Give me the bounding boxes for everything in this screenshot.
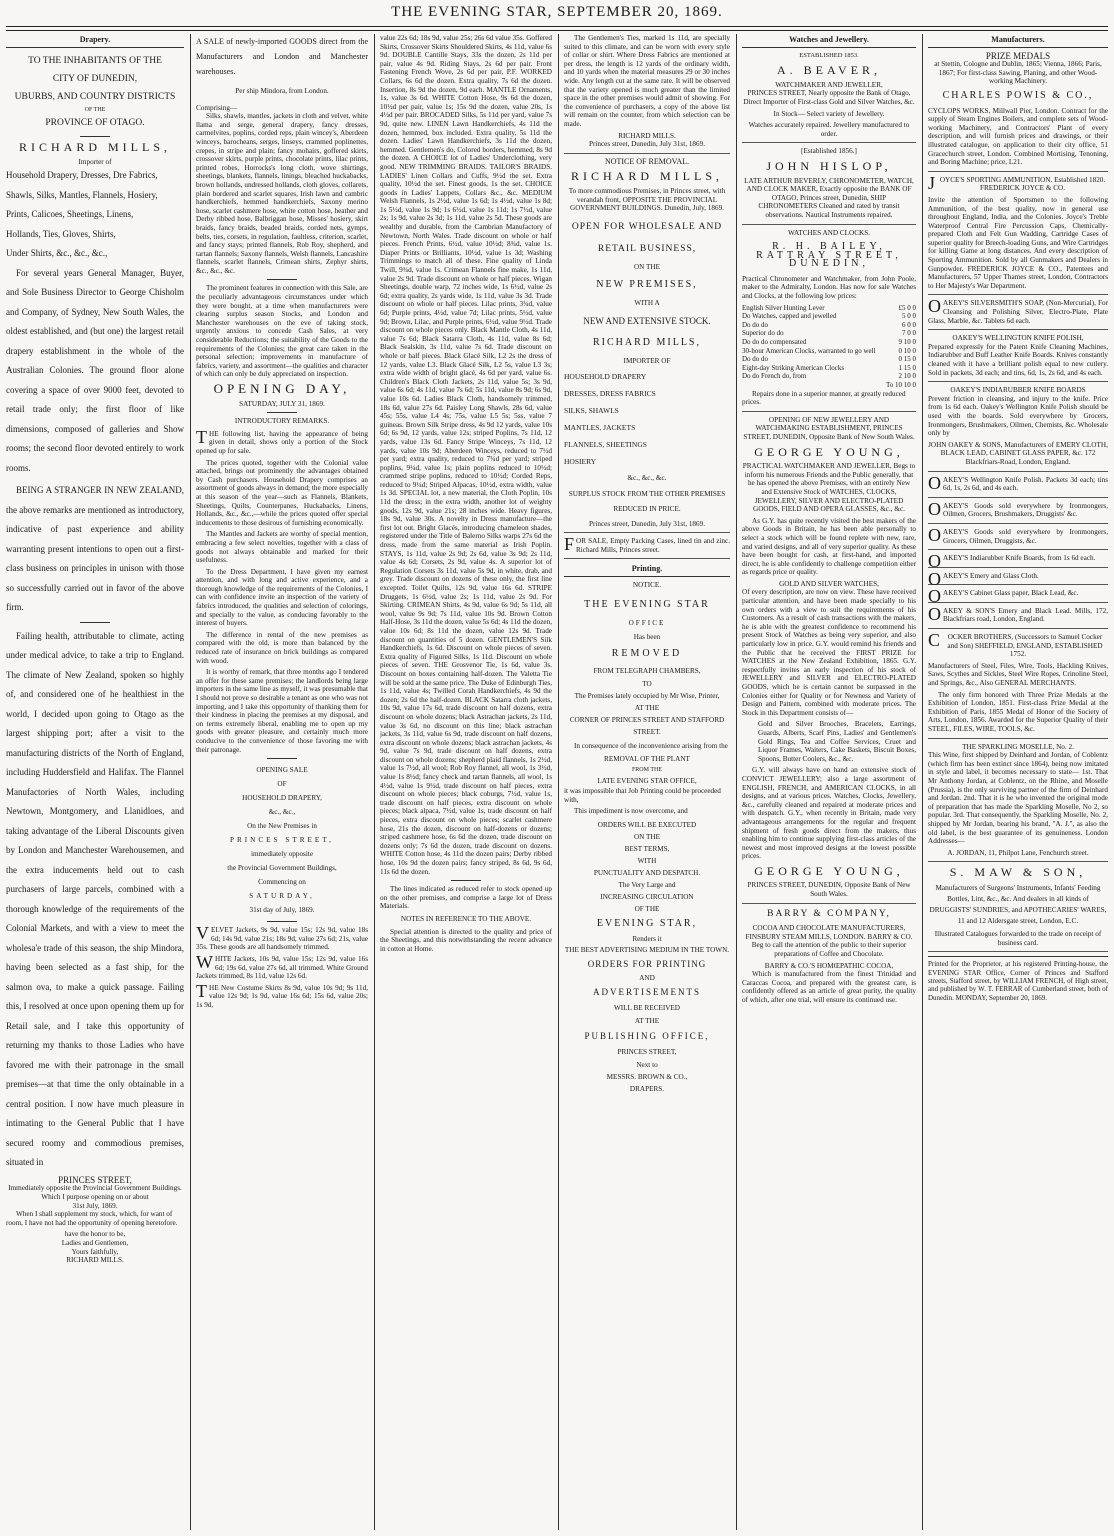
item-list: Gold and Silver Brooches, Bracelets, Earrings, Guards, Alberts, Scarf Pins, Ladies' and Gentlemen's Gold Rings, Tea and Coffee Services, Cruet and Liquor Frames, Waiters, Cake Baskets, Biscuit Boxes, Spoons, Butter Coolers, &c., &c. xyxy=(758,720,916,763)
section-heading: Drapery. xyxy=(6,34,184,48)
advertiser-name: RICHARD MILLS, xyxy=(570,169,723,184)
column-divider xyxy=(922,34,923,1530)
table-cell: 0 10 0 xyxy=(898,346,916,355)
table-cell: 6 0 0 xyxy=(902,320,916,329)
signature: RICHARD MILLS. xyxy=(618,131,676,140)
paragraph: PRACTICAL WATCHMAKER AND JEWELLER, Begs to inform his numerous Friends and the Public generally, that he has opened the above Premises, with an entirely New and Extensive Stock of WATCHES, CLOCKS, JEWELLERY, SILVER AND ELECTRO-PLATED GOODS, FIELD AND OPERA GLASSES, &c., &c. xyxy=(742,462,916,514)
address-line: CITY OF DUNEDIN, xyxy=(52,73,138,84)
paragraph: OAKEY'S Indiarubber Knife Boards, from 1s 6d each. xyxy=(928,554,1108,568)
paragraph: at Stettin, Cologne and Dublin, 1865; Vienna, 1866; Paris, 1867; For first-class Sawing, Planing, and other Wood-working Machinery. xyxy=(934,60,1102,86)
table-cell: 5 0 0 xyxy=(902,312,916,321)
price-list: value 22s 6d; 18s 9d, value 25s; 26s 6d value 35s. Goffered Skirts, Crossover Skirts Shouldered Skirts, 4s 11d, value 6s 9d. DOUBLE Cantille Stays, 33s the dozen, 2s 11d per pair, value 4s 9d. Riding Stays, 2s 6d per pair. Front Fastening French Wove, 2s 6d per pair, P.F. WORKED Collars, 6s 6d the dozen. Extra quality, 7s 6d the dozen. Insertion, 8s 9d the dozen, 9d each. MANTLE Ornaments, 1s, value 3s 6d. WHITE Cotton Hose, 9s 6d the dozen, 10½d per pair, value 1s; 15s 9d the dozen, value 20s, 1s 4½d per pair. BROCADED Silks, 5s 11d per yard, value 7s 9d, quite new. LINEN Lawn Handkerchiefs, 4s 11d the dozen, hemmed, box included. Extra quality, 5s 11d the dozen. Ladies' Lawn Handkerchiefs, 3s 11d the dozen, hemmed. Gentlemen's do, Colored borders, hemmed, 8s 9d the dozen. A CHOICE lot of Ladies' Underclothing, very good. NEW TRIMMING BRAIDS. TAILOR'S BRAIDS. LADIES' Linen Collars and Cuffs, 9½d the set. Extra quality, 10½d the set. Finest goods, 1s the set. CHOICE goods in Ladies' Lappets, Collars &c., &c. MEDIUM Welsh Flannels, 1s 2½d, value 1s 6d; 1s 4½d, value 1s 8d; 1s 5½d, value 1s 9d; 1s 6½d, value 1s 11d; 1s 7½d, value 2s; 1s 9d, value 2s 3d; 1s 11d, value 2s 5d. These goods are wealthy and durable, from the Cambrian Manufactory of Newtown, North Wales. Trade discount on whole or half pieces. French Prints, 6½d, value 10½d; 8¾d, value 1s. Diaper Prints or Brilliants, 10½d, value 1s 3d; Washing Trimmings to match all of these. Fine quality of Linda Twill, 9¾d, value 1s. Crimean Flannels fine make, 1s 11d, value 2s 9d. Trade discount on whole or half pieces. Wigan Sheetings, double warp, 72 inches wide, 1s 6½d, value 2s 6d; extra quality, 2s yards wide, 1s 11d, value 3s 3d. Trade discount on whole or half pieces. Lilac prints, 3¾d, value 6d; Purple prints, 4½d, value 7d; Lilac prints, 5½d, value 9d; Brown, Lilac, and Purple prints, 6½d, value 9½d. Trade discount on whole pieces only. Black Mantle Cloth, 4s 11d, value 7s 6d; Black Satarra Cloth, 4s 11d, value 8s 6d; Black Sealskin, 3s 11d, value 7s 6d. Trade discount on whole or half pieces. Black Glacé Silk, L2 2s the dress of 12 yards, value L3. Black Glacé Silk, L2 5s, value L3 3s; extra wide width of bright glacé, 4s 6d per yard, value 6s. Children's Black Cloth Jackets, 2s 11d, value 5s; 3s 9d, value 6s 6d; 4s 11d, value 7s 6d; 5s 11d, value 8s 9d; 6s 9d, value 10s 6d. Ladies Black Cloth, handsomely trimmed, 18s 6d, value 27s 6d. Paisley Long Shawls, 28s 6d, value 45s; 55s, value L4 4s; 75s, value L5 5s; 5ss, value 7 guineas. Brown Silk Stripe dress, 4s 9d 12 yards, value 10s 6d; 6s 9d, 12 yards, value 12s; striped Poplins, 7s 11d, 12 yards, value 13s 6d. Fancy Stripe Winceys, 7s 11d, 12 yards, value 10s 9d; Aberdeen Winceys, reduced to 7½d per yard; extra quality, reduced to 7¾d per yard; striped poplins, 9¼d, value 1s; plain poplins reduced to 10½d; crammed stripe poplins, reduced to 10½d; Corded Reps, reduced to 9¼d; Striped Alpacas, 10½d, extra width, value 1s 3d. SPECIAL lot, a new material, the Cloth Poplin, 10s 11d the dress; in the extra width, another lot of weighty goods, 12s 9d, value 21s; 28 inches wide. Heavy figures, 18s 9d, value 30s. A novelty in Dress manufacture—the first lot out. Bright Glacés, introducing chameleon shades, registered under the Title of Balerno Silks warps 27s 6d the dress, made from the same material as Irish Poplin. STAYS, 1s 11d, value 2s 9d; 2s 6d, value 3s 9d; 2s 11d, value 4s 6d; Corsets, 2s 9d, value 4s. A superior lot of Regulation Corsets 3s 11d, value 5s 9d, in white, drab, and grey. Trade discount on dozens of these only, the first line excepted. Toilet Quilts, 12s 9d, value 16s 6d. STRIPE Druggets, 1s 6½d, value 2s; 1s 11d, value 2s 9d. For Skirting. CRIMEAN Shirts, 4s 9d, value 6s 9d; 5s 11d, all wool, value 9s 9d; 7s 11d, value 10s 9d. Brown Cotton Half-Hose, 3s 11d the dozen, value 5s 6d; 4s 11d the dozen, value 10s 6d; 8s 11d the dozen, value 12s 9d. Trade discount on quantities of 5 dozen. GENTLEMEN'S Silk Handkerchiefs, 1s 6d. Discount on whole pieces of seven. Extra quality of Figured Silks, 1s 11d. Discount on whole pieces of seven. THE Grosvenor Tie, 1s 6d, value 3s. Discount on boxes containing half-dozen. The Valetta Tie will be sold at the same price. The Duke of Edinburgh Ties, 1s 11d, value 4s; Twilled Corah Handkerchiefs, 4s 9d the dozen; 2s 6d the half-dozen. BLACK Satarra cloth jackets, 10s 9d, value 17s 6d, trade discount on half dozens, extra discount on whole dozens; black Astrachan jackets, 2s 11d, value 3s 6d, no discount on this line; black astrachan jackets, 3s 11d, value 6s 9d, trade discount on half dozens, extra discount on whole dozens; black astrachan jackets, 4s 9d, value 7s 9d, trade discount on half dozens, extra discount on whole dozens; shepherd plaid flannels, 1s 2½d, value 1s 7½d, all wool; Rob Roy flannel, all wool, 1s 3½d, value 1s 8½d; fancy check and tartan flannels, all wool, 1s 4½d, value 1s 9½d, trade discount on half pieces, extra discount on whole pieces; black coburgs, 7½d, value 1s, trade discount on half pieces, extra discount on whole pieces; black alpaca, 7½d, value 1s, trade discount on half pieces, extra discount on whole pieces; scarlet cashmere hose, 21s the dozen, discount on half-dozens or dozens; striped cashmere hose, 6s 6d the dozen, trade discount on dozens only; 7s 6d the dozen, trade discount on dozens. WHITE Cotton hose, 4s 11d the dozen pairs; Derby ribbed hose, 10s 9d the dozen pairs; fancy striped, 8s 6d, 9s 6d, 11s 6d the dozen. xyxy=(380,34,552,876)
paragraph: Of every description, are now on view. These have received particular attention, and have been made specially to his own orders with a view to suit the requirements of his Customers. As a result of cash transactions with the makers, he is able with the greatest confidence to recommend his present Stock of Watches as being very superior, and also particularly low in price. G.Y. would remind his friends and the Public that he received the FIRST PRIZE for WATCHES at the New Zealand Exhibition, 1865. G.Y. respectfully invites an early inspection of his stock of JEWELLERY and SILVER and ELECTRO-PLATED GOODS, which he is certain cannot be surpassed in the Colonies either for Quality or for Newness and Variety of Design and Pattern, combined with moderate prices. The Stock in this Department consists of— xyxy=(742,588,916,717)
paragraph: Illustrated Catalogues forwarded to the trade on receipt of business card. xyxy=(928,930,1108,952)
table-row xyxy=(742,329,916,338)
sale-line: OPENING SALE xyxy=(256,766,308,775)
table-cell: 1 15 0 xyxy=(898,363,916,372)
orders-line: PUNCTUALITY AND DESPATCH. xyxy=(593,869,701,878)
removal-line: LATE EVENING STAR OFFICE, xyxy=(597,777,697,786)
open-line: NEW PREMISES, xyxy=(596,278,698,290)
orders-for-line: MESSRS. BROWN & CO., xyxy=(606,1073,688,1082)
divider xyxy=(267,412,297,413)
orders-for-line: DRAPERS. xyxy=(629,1085,665,1094)
column-divider xyxy=(190,34,191,1530)
paragraph: OPENING OF NEW JEWELLERY AND WATCHMAKING ESTABLISHMENT, PRINCES STREET, DUNEDIN, Opposite Bank of New South Wales. xyxy=(743,415,915,441)
orders-for-line: WILL BE RECEIVED xyxy=(613,1004,680,1013)
heading: THE SPARKLING MOSELLE, No. 2. xyxy=(962,742,1074,751)
dateline: Princes street, Dunedin, July 31st, 1869. xyxy=(564,520,730,534)
goods-line: Household Drapery, Dresses, Dre Fabrics, xyxy=(6,170,158,181)
importer-line: MANTLES, JACKETS xyxy=(564,422,636,432)
goods-list: Silks, shawls, mantles, jackets in cloth and velvet, white llama and serge, general drapery, fancy dresses, carmelvites, poplins, corded reps, plain wincey's, Aberdeen winceys, barocheans, serges, linseys, crammed poplinettes, crepes, in stripe and plain; fancy mohairs, goffered skirts, crossover skirts, purple prints, chocolate prints, lilac prints, printed robes, Horrocks's long cloth, wove shirtings, sheetings, blankets, flannels, linings, bleached huckabacks, brown hollands, undressed hollands, cloth gloves, collarets, plain bordered and scarlet squares, Irish lawn and cambric handkerchiefs, hemmed handkerchiefs, Saxony merino hose, scarlet cashmere hose, white cotton hose, heather and Derby ribbed hose, Balbriggan hose, Misses' hosiery, skirt braids, fancy braids, beaded braids, corded nets, gymps, belts, ties, corsets, in regulation, faultless, criterion, scarlet, and fancy stays; printed flannels, Rob Roy, shepherd, and tartan flannels; Saxony flannels, Welsh flannels, Lancashire flannels, scarlet flannels, Crimean shirts, Zephyr shirts, &c., &c., &c. xyxy=(196,112,368,275)
goods-line: Hollands, Ties, Gloves, Shirts, xyxy=(6,228,116,239)
paragraph: The only firm honored with Three Prize Medals at the Exhibition of London, 1851. First-class Prize Medal at the Exhibition of Paris, 1855 Medal of Honor of the Society of Arts, London, 1856. Awarded for the Superior Quality of their STEEL, FILES, WIRE, TOOLS, &c. xyxy=(928,691,1108,739)
heading: GOLD AND SILVER WATCHES, xyxy=(779,579,879,588)
advertiser-name: S. MAW & SON, xyxy=(949,865,1087,880)
paragraph: The Mantles and Jackets are worthy of special mention, embracing a few select novelties, together with a class of goods not always obtainable and marked for their usefulness. xyxy=(196,530,368,565)
sale-line: On the New Premises in xyxy=(247,822,317,831)
established: [Established 1856.] xyxy=(801,147,857,156)
paragraph: A. JORDAN, 11, Philpot Lane, Fenchurch street. xyxy=(928,849,1108,863)
heading: BARRY & CO.'S HOMŒPATHIC COCOA, xyxy=(764,961,894,970)
paragraph: G.Y. will always have on hand an extensive stock of CONVICT JEWELLERY; also a large assortment of ENGLISH, FRENCH, and AMERICAN CLOCKS, in all designs, and at various prices. Watches, Clocks, Jewellery, &c., carefully cleaned and repaired at moderate prices and with despatch. G.Y., when recently in Britain, made very advantageous arrangements for the regular and frequent shipment of fresh goods direct from the makers, thus enabling him to continue supplying first-class articles of the newest and most improved designs at the lowest possible prices. xyxy=(742,766,916,861)
orders-for-line: PUBLISHING OFFICE, xyxy=(584,1031,710,1042)
sale-line: immediately opposite xyxy=(250,850,314,859)
column-divider xyxy=(558,34,559,1530)
opening-day-headline: OPENING DAY, xyxy=(213,381,351,396)
table-cell: Superior do do xyxy=(742,329,784,338)
heading: WATCHES AND CLOCKS. xyxy=(787,228,871,237)
table-row xyxy=(742,312,916,321)
table-row xyxy=(742,364,916,373)
masthead: THE EVENING STAR, SEPTEMBER 20, 1869. xyxy=(391,4,723,20)
star-line: AT THE xyxy=(634,703,660,712)
open-line: ON THE xyxy=(633,262,661,271)
open-line: NEW AND EXTENSIVE STOCK. xyxy=(583,315,711,326)
paragraph: BEING A STRANGER IN NEW ZEALAND, the above remarks are mentioned as introductory, indicative of past experience and ability warranting present intentions to open out a first-class business on principles in unison with those so successfully carried out in favor of the above firm. xyxy=(6,485,184,613)
paragraph: Which is manufactured from the finest Trinidad and Caraccas Cocoa, and prepared with the greatest care, is confidently offered as an article of great purity, the quality of which, after one trial, will ensure its continued use. xyxy=(742,970,916,1004)
notes-heading: NOTES IN REFERENCE TO THE ABOVE. xyxy=(400,914,532,923)
paragraph: OAKEY & SON'S Emery and Black Lead. Mills, 172, Blackfriars road, London, England. xyxy=(928,607,1108,629)
section-heading: Manufacturers. xyxy=(928,34,1108,48)
paragraph: OAKEY'S Goods sold everywhere by Ironmongers, Grocers, Oilmen, Druggists, &c. xyxy=(928,528,1108,550)
star-line: REMOVED xyxy=(611,647,683,659)
paragraph: Invite the attention of Sportsmen to the following Ammunition, of the best quality, now in general use throughout England, India, and the Colonies. Joyce's Treble Waterproof Central Fire Percussion Caps, Chemically-prepared Cloth and Felt Gun Wadding, Cartridge Cases of superior quality for Breech-loading Guns, and Wire Cartridges for killing Game at long distances. And every description of Sporting Ammunition. Sold by all Gunmakers and Dealers in Gunpowder. FREDERICK JOYCE & CO., Patentees and Manufacturers, 57 Upper Thames street, London, Contractors to Her Majesty's War Department. xyxy=(928,196,1108,296)
table-cell: 30-hour American Clocks, warranted to go well xyxy=(742,346,876,355)
top-rule-2 xyxy=(6,30,1108,31)
open-line: WITH A xyxy=(634,298,660,307)
paragraph: LATE ARTHUR BEVERLY, CHRONOMETER, WATCH, AND CLOCK MAKER, Exactly opposite the BANK OF OTAGO, Princes street, Dunedin, SHIP CHRONOMETERS Cleaned and rated by transit observations. Nautical Instruments repaired. xyxy=(742,177,916,225)
table-cell: 7 0 0 xyxy=(902,329,916,338)
column-price-list xyxy=(380,34,552,1530)
star-line: Has been xyxy=(633,632,661,641)
for-sale-notice: FOR SALE, Empty Packing Cases, lined tin and zinc. Richard Mills, Princes street. xyxy=(564,537,730,559)
advertiser-name: A. BEAVER, xyxy=(776,63,882,78)
paragraph: CYCLOPS WORKS, Millwall Pier, London. Contract for the supply of Steam Engines Boilers, and complete sets of Wood-working Machinery, and Contractors' Plant of every description, and will furnish prices and drawings, or their illustrated catalogue, on application to their city office, 51 Gracechurch street, London. Combined Mortising, Tenoning, and Boring Machine; price, L21. xyxy=(928,107,1108,172)
sale-line: OF xyxy=(277,780,287,789)
importer-line: HOUSEHOLD DRAPERY xyxy=(564,371,647,381)
column-manufacturers xyxy=(928,34,1108,1530)
table-row xyxy=(742,347,916,356)
importer-line: SILKS, SHAWLS xyxy=(564,405,619,415)
address-line: UBURBS, AND COUNTRY DISTRICTS xyxy=(14,91,176,102)
paragraph: Manufacturers of Surgeons' Instruments, Infants' Feeding Bottles, Lint, &c., &c. And dealers in all kinds of DRUGGISTS' SUNDRIES, and APOTHECARIES' WARES, 11 and 12 Aldersgate street, London, E.C. xyxy=(929,883,1107,925)
heading: OAKEY'S INDIARUBBER KNIFE BOARDS xyxy=(950,386,1086,395)
divider xyxy=(80,622,110,623)
paragraph: The prices quoted, together with the Colonial value attached, brings out prominently the advantages obtained by Cash purchasers. Household Drapery comprises an assortment of goods always in demand; the more especially at this season of the year—such as Flannels, Blankets, Sheetings, Quilts, Counterpanes, Huckabacks, Linens, Hollands, &c., &c.,—while the prices quoted offer special inducements to those desirous of furnishing economically. xyxy=(196,458,368,527)
table-row xyxy=(742,372,916,381)
importer-line: RICHARD MILLS, xyxy=(592,336,701,348)
orders-line: WITH xyxy=(637,857,657,866)
opening-date: SATURDAY, JULY 31, 1869. xyxy=(239,399,325,408)
street-name: PRINCES STREET, xyxy=(58,1174,132,1185)
star-line: FROM TELEGRAPH CHAMBERS, xyxy=(593,666,701,675)
column-divider xyxy=(374,34,375,1530)
paragraph: OAKEY'S SILVERSMITH'S SOAP, (Non-Mercurial), For Cleansing and Polishing Silver, Electro-Plate, Plate Glass, Marble, &c. Tablets 6d each. xyxy=(928,299,1108,330)
column-notices xyxy=(564,34,730,1530)
goods-line: Shawls, Silks, Mantles, Flannels, Hosiery, xyxy=(6,189,158,200)
importer-line: IMPORTER OF xyxy=(623,356,671,365)
price-item: WHITE Jackets, 10s 9d, value 15s; 12s 9d, value 16s 6d; 19s 6d, value 27s 6d, all trimmed. White Ground Jackets trimmed, 8s 11d, value 12s 6d. xyxy=(196,951,368,981)
importer-line: HOSIERY xyxy=(564,456,597,466)
star-line: CORNER OF PRINCES STREET AND STAFFORD STREET. xyxy=(569,715,725,736)
advertiser-name: BARRY & COMPANY, xyxy=(767,908,891,919)
paragraph: OAKEY'S Wellington Knife Polish. Packets 3d each; tins 6d, 1s, 2s 6d, and 4s each. xyxy=(928,476,1108,498)
orders-for-line: ORDERS FOR PRINTING xyxy=(587,959,707,970)
orders-line: ON THE xyxy=(633,833,661,842)
paragraph: The difference in rental of the new premises as compared with the old, is more than balanced by the reduced rate of insurance on brick buildings as compared with wood. xyxy=(196,630,368,665)
circulation-line: THE BEST ADVERTISING MEDIUM IN THE TOWN. xyxy=(564,946,730,955)
notice-heading: NOTICE OF REMOVAL. xyxy=(604,156,690,166)
star-line: THE EVENING STAR xyxy=(584,598,710,610)
opening-date: 31st July, 1869. xyxy=(72,1201,118,1210)
paragraph: Practical Chronometer and Watchmaker, from John Poole, maker to the Admiralty, London. Has now for sale Watches and Clocks, at the following low prices: xyxy=(742,274,916,301)
paragraph: it was impossible that Job Printing could be proceeded with, xyxy=(564,787,721,804)
table-cell: 9 10 0 xyxy=(898,338,916,347)
advertiser-name: COCKER BROTHERS, (Successors to Samuel Cocker and Son) SHEFFIELD, ENGLAND, ESTABLISHED 1752. xyxy=(928,630,1103,659)
orders-line: BEST TERMS, xyxy=(624,845,670,854)
closing: have the honor to be, xyxy=(64,1230,126,1239)
closing: Yours faithfully, xyxy=(71,1247,119,1256)
paragraph: Special attention is directed to the quality and price of the Sheetings, and this notwithstanding the recent advance in cotton at Home. xyxy=(380,927,552,953)
star-line: TO xyxy=(642,679,652,688)
sale-line: SATURDAY, xyxy=(249,892,315,901)
opening-note: Which I purpose opening on or about xyxy=(41,1193,149,1202)
paragraph: Prevent friction in cleansing, and injury to the knife. Price from 1s 6d each. Oakey's Wellington Knife Polish should be used with the boards. Sold everywhere by Grocers, Ironmongers, Brushmakers, Oilmen, Chemists, &c. Wholesale only by xyxy=(928,394,1108,438)
paragraph: It is worthy of remark, that three months ago I tendered an offer for these same premises; the landlords being large importers in the same line as myself, it was presumable that I should not prove so desirable a tenant as one who was not importing, and I take this opportunity of thanking them for their kindness in placing the premises at my disposal, and on terms extremely liberal, enabling me to open up my goods with greater pleasure, and certainly much more conducive to the convenience of those favoring me with their patronage. xyxy=(196,668,368,754)
opposite-note: Immediately opposite the Provincial Government Buildings. xyxy=(8,1184,182,1193)
closing: Ladies and Gentlemen, xyxy=(61,1239,129,1248)
paragraph: The lines indicated as reduced refer to stock opened up on the other premises, and comprise a large lot of Dress Materials. xyxy=(380,885,552,911)
star-line: OFFICE xyxy=(628,618,666,627)
star-line: The Premises lately occupied by Mr Wise, Printer, xyxy=(574,691,720,700)
paragraph: OAKEY'S Goods sold everywhere by Ironmongers, Oilmen, Grocers, Brushmakers, Druggists' &c. xyxy=(928,502,1108,524)
intro-heading: INTRODUCTORY REMARKS. xyxy=(234,417,330,426)
advertiser-name: CHARLES POWIS & CO., xyxy=(942,89,1094,101)
table-cell: To 10 10 0 xyxy=(885,381,916,389)
table-cell: English Silver Hunting Lever xyxy=(742,303,825,312)
paragraph: When I shall supplement my stock, which, for want of room, I have not had the opportunity of opening heretofore. xyxy=(6,1210,178,1227)
orders-for-line: Next to xyxy=(636,1061,658,1070)
comprising-label: Comprising— xyxy=(196,103,238,112)
column-divider xyxy=(736,34,737,1530)
table-row xyxy=(742,304,916,313)
paragraph: COCOA AND CHOCOLATE MANUFACTURERS, FINSBURY STEAM MILLS, LONDON. BARRY & CO. Beg to call the attention of the public to their superior preparations of Coffee and Chocolate. xyxy=(745,924,913,959)
trade: WATCHMAKER AND JEWELLER, xyxy=(775,80,883,89)
paragraph: To more commodious Premises, in Princes street, with verandah front, OPPOSITE THE PROVINCIAL GOVERNMENT BUILDINGS. Dunedin, July, 1869. xyxy=(568,186,726,213)
sale-line: HOUSEHOLD DRAPERY, xyxy=(242,794,322,803)
price-item: THE New Costume Skirts 8s 9d, value 10s 9d; 9s 11d, value 12s 9d; 1s 9d, value 16s 6d; 15s 6d, value 20s; 1s 9d, xyxy=(196,980,368,1009)
paragraph: The prominent features in connection with this Sale, are the peculiarly advantageous circumstances under which they were bought, at a time when manufacturers were clearing surplus season Stocks, and London and Manchester warehouses on the eve of taking stock, urgently anxious to concede Cash Sales, at very considerable Reductions; the suitability of the Goods to the requirements of the Colonies; the great care taken in the personal selection; improvements in manufacture of fabrics, variety, and assortment—the qualities and character of which can only be duly appreciated on inspection. xyxy=(196,284,368,379)
paragraph: PRINCES STREET, Nearly opposite the Bank of Otago, Direct Importer of First-class Gold and Silver Watches, &c. xyxy=(743,89,915,106)
divider xyxy=(267,921,297,922)
ship-note: Per ship Mindora, from London. xyxy=(235,87,329,95)
table-cell: Do do do xyxy=(742,355,769,364)
importer-line: DRESSES, DRESS FABRICS xyxy=(564,388,656,398)
goods-line: Under Shirts, &c., &c., &c., xyxy=(6,248,108,259)
orders-for-line: AT THE xyxy=(634,1017,660,1026)
paragraph: PRINCES STREET, DUNEDIN, Opposite Bank of New South Wales. xyxy=(742,881,916,903)
paragraph: JOHN OAKEY & SONS, Manufacturers of EMERY CLOTH, BLACK LEAD, CABINET GLASS PAPER, &c. 172 Blackfriars-Road, London, England. xyxy=(928,441,1108,472)
removal-line: FROM THE xyxy=(631,767,663,774)
orders-for-line: AND xyxy=(639,974,655,983)
paragraph: To the Dress Department, I have given my earnest attention, and with long and active experience, and a thorough knowledge of the requirements of the Colonies, I can with confidence invite an inspection of the variety of fabrics introduced, the qualities and selection of colorings, and specially to the value, as conducing favorably to the interest of buyers. xyxy=(196,567,368,628)
heading: OAKEY'S WELLINGTON KNIFE POLISH, xyxy=(952,334,1084,343)
section-heading: Printing. xyxy=(564,563,730,577)
goods-line: Prints, Calicoes, Sheetings, Linens, xyxy=(6,209,134,220)
importer-line: FLANNELS, SHEETINGS xyxy=(564,439,647,449)
paragraph: Manufacturers of Steel, Files, Wire, Tools, Hackling Knives, Saws, Scythes and Sickles, Steel Wire Ropes, Crinoline Steel, and Springs, &c., Also GENERAL MERCHANTS. xyxy=(928,661,1108,688)
table-cell: 2 10 0 xyxy=(898,372,916,381)
table-row xyxy=(742,338,916,347)
advertiser-name: JOHN HISLOP, xyxy=(766,158,892,173)
paragraph: THE following list, having the appearance of being given in detail, shows only a portion of the Stock opened up for sale. xyxy=(196,426,368,455)
open-line: RETAIL BUSINESS, xyxy=(597,243,697,254)
price-item: VELVET Jackets, 9s 9d, value 15s; 12s 9d, value 18s 6d; 14s 9d, value 21s; 18s 9d, value 27s 6d; 21s, value 35s. These goods are all handsomely trimmed. xyxy=(196,923,368,952)
column-sale xyxy=(196,34,368,1530)
table-row xyxy=(742,321,916,330)
circulation-line: OF THE xyxy=(634,905,660,914)
circulation-line: Renders it xyxy=(632,935,662,944)
orders-for-line: PRINCES STREET, xyxy=(617,1048,677,1057)
divider xyxy=(80,136,110,137)
table-cell: Eight-day Striking American Clocks xyxy=(742,363,845,372)
paragraph: OAKEY'S Emery and Glass Cloth. xyxy=(928,572,1108,586)
importer-line: &c., &c., &c. xyxy=(627,473,667,482)
column-drapery xyxy=(6,34,184,1530)
orders-for-line: ADVERTISEMENTS xyxy=(593,987,701,998)
advertiser-name: GEORGE YOUNG, xyxy=(754,863,904,878)
table-cell: £5 0 0 xyxy=(898,303,916,312)
table-cell: Do do do xyxy=(742,320,769,329)
table-cell: Do Watches, capped and jewelled xyxy=(742,312,837,321)
address-line: TO THE INHABITANTS OF THE xyxy=(28,55,162,66)
surplus-note: SURPLUS STOCK FROM THE OTHER PREMISES REDUCED IN PRICE. xyxy=(568,489,726,513)
sale-line: 31st day of July, 1869. xyxy=(249,906,315,915)
section-heading: Watches and Jewellery. xyxy=(742,34,916,48)
notice-heading: NOTICE. xyxy=(632,581,662,590)
paragraph: Watches accurately repaired. Jewellery manufactured to order. xyxy=(742,121,916,143)
advertiser-name: R. H. BAILEY, RATTRAY STREET, DUNEDIN, xyxy=(756,241,902,270)
sale-line: the Provincial Government Buildings, xyxy=(227,864,337,873)
address-line: OF THE xyxy=(84,106,106,113)
imprint-footer: Printed for the Proprietor, at his registered Printing-house, the EVENING STAR Office, Corner of Princes and Stafford streets, Stafford street, by WILLIAM FRENCH, of High street, and published by W. T. FERRAR of Cumberland street, both of Dunedin. MONDAY, September 20, 1869. xyxy=(928,956,1108,1002)
paragraph: For several years General Manager, Buyer, and Sole Business Director to George Chisholm and Company, of Sydney, New South Wales, the oldest established, and (but one) the largest retail drapery establishment in the whole of the Australian Colonies. The ground floor alone covering a space of over 9000 feet, devoted to retail trade only; the first floor of like dimensions, composed of galleries and Show rooms; the second floor devoted entirely to work rooms. xyxy=(6,267,184,473)
table-cell: 0 15 0 xyxy=(898,355,916,364)
sale-line: &c., &c., xyxy=(268,808,296,817)
paragraph: Failing health, attributable to climate, acting under medical advice, to take a trip to England. The climate of New Zealand, spoken so highly of, and considered one of he healthiest in the world, I decided upon going to Otago as the largest shipping port; after a visit to the manufacturing districts of the North of England, including Huddersfield and Halifax. The Flannel Manufactories of North Wales, including Newtown, Montgomery, and Llanidloes, and taking advantage of the Liberal Discounts given by London and Manchester Warehousemen, and the extra inducements held out to cash purchasers of large parcels, combined with a thorough knowledge of the requirements of the Colonial Markets, and with a view to meet the wholesa'e trade of this season, the ship Mindora, having been selected as a fast ship, for the salmon ova, to make a quick passage. Failing this, I resolved at once upon opening them up for Retail sale, and I take this opportunity of returning my thanks to those Ladies who have favored me with their patronage in the small premises—at that time the only obtainable in a central position. I now have much pleasure in intimating to the General Public that I have secured roomy and commodious premises, situated in xyxy=(6,630,184,1168)
divider xyxy=(451,880,481,881)
price-table xyxy=(742,304,916,390)
open-line: OPEN FOR WHOLESALE AND xyxy=(571,221,723,232)
subtitle: Importer of xyxy=(78,157,112,166)
circulation-line: The Very Large and xyxy=(618,881,676,890)
paragraph: In Stock— Select variety of Jewellery. xyxy=(773,109,885,118)
signature: RICHARD MILLS. xyxy=(66,1256,124,1265)
sale-line: Commencing on xyxy=(258,878,306,887)
top-rule xyxy=(6,26,1108,27)
removal-line: REMOVAL OF THE PLANT xyxy=(604,755,690,764)
signature-date: Princes street, Dunedin, July 31st, 1869. xyxy=(564,140,730,154)
paragraph: As G.Y. has quite recently visited the best makers of the above Goods in Britain, he has been able personally to select a stock which will be found replete with new, rare, and varied designs, and all of very superior quality. As these have been bought for cash, at first-hand, and imported direct, he is able confidently to challenge competition either as regards price or quality. xyxy=(742,516,916,577)
table-cell: Do do French do, from xyxy=(742,372,807,381)
sale-intro: A SALE of newly-imported GOODS direct from the Manufacturers and London and Manchester warehouses. xyxy=(196,37,368,76)
paragraph: Prepared expressly for the Patent Knife Cleaning Machines, Indiarubber and Buff Leather Knife Boards. Knives constantly cleaned with it have a brilliant polish equal to new cutlery. Sold in packets, 3d each; and tins, 6d, 1s, 2s 6d, and 4s each. xyxy=(928,343,1108,382)
table-row xyxy=(742,355,916,364)
established: ESTABLISHED 1853. xyxy=(799,51,859,59)
address-line: PROVINCE OF OTAGO. xyxy=(45,118,145,129)
paragraph: Repairs done in a superior manner, at greatly reduced prices. xyxy=(742,390,916,412)
advertiser-name: RICHARD MILLS, xyxy=(18,140,171,155)
advertiser-name: JOYCE'S SPORTING AMMUNITION. Established 1820. FREDERICK JOYCE & CO. xyxy=(928,172,1106,193)
column-watches xyxy=(742,34,916,1530)
paragraph: In consequence of the inconvenience arising from the xyxy=(574,741,728,750)
divider xyxy=(267,758,297,759)
paragraph: This impediment is now overcome, and xyxy=(574,807,688,816)
paragraph: OAKEY'S Cabinet Glass paper, Black Lead, &c. xyxy=(928,589,1108,603)
table-row xyxy=(742,381,916,390)
paragraph: This Wine, first shipped by Deinhard and Jordan, of Coblentz (which firm has been extinct since 1864), being now imitated in style and label, it becomes necessary to state— 1st. That Mr Anthony Jordan, at Coblentz, on the Rhine, and Moselle (Prussia), is the only surviving partner of the firm of Deinhard and Jordan. 2nd. That it is he who invented the original mode of preparation that has made the Sparkling Moselle, No 2, so popular. 3rd. That consequently, the Sparkling Moselle, No. 2, shipped by Mr Jordan, bearing his brand, "A. J.", as also the old label, is the best guarantee of its genuineness. London Addresses— xyxy=(928,751,1108,846)
heading: PRIZE MEDALS xyxy=(985,50,1051,61)
paragraph: The Gentlemen's Ties, marked 1s 11d, are specially suited to this climate, and can be worn with every style of collar or shirt. Where Dress Fabrics are mentioned at per dress, the length is 12 yards of the ordinary width, and 10 yards when the material measures 29 or 30 inches wide. Any length cut at the same rate. It will be observed that the variety opened is much greater than the limited space in the other premises would admit of showing. For the convenience of purchasers, a copy of the above list will remain on the counter, from which selection can be made. xyxy=(564,34,730,128)
divider xyxy=(267,279,297,280)
orders-line: ORDERS WILL BE EXECUTED xyxy=(597,821,697,830)
circulation-line: EVENING STAR, xyxy=(596,918,698,930)
sale-line: PRINCES STREET, xyxy=(230,836,334,845)
circulation-line: INCREASING CIRCULATION xyxy=(600,893,694,902)
table-cell: Do do do compensated xyxy=(742,338,807,347)
table-cell xyxy=(742,381,884,390)
advertiser-name: GEORGE YOUNG, xyxy=(754,444,904,459)
